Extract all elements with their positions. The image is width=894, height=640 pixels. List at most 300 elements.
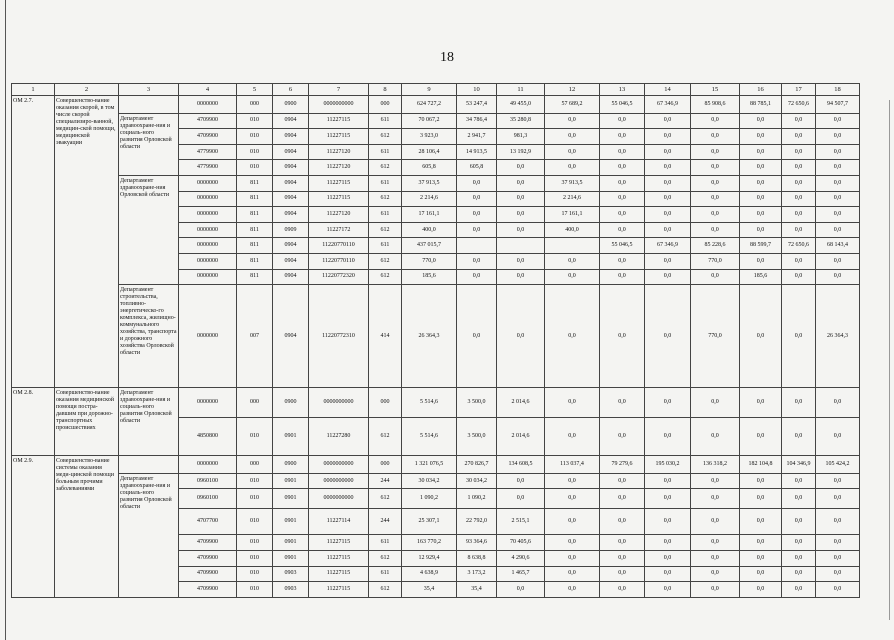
value-cell: 0,0 <box>600 473 645 489</box>
value-cell: 010 <box>237 113 273 129</box>
value-cell: 0,0 <box>645 566 691 582</box>
executor-name: Департамент здравоохране-ния Орловской области <box>119 175 179 284</box>
value-cell: 0,0 <box>600 418 645 456</box>
value-cell: 2 214,6 <box>402 191 457 207</box>
value-cell: 11227115 <box>309 566 369 582</box>
measure-code: ОМ 2.8. <box>12 388 55 456</box>
value-cell: 68 143,4 <box>816 238 860 254</box>
value-cell: 11227115 <box>309 550 369 566</box>
value-cell: 0,0 <box>691 550 740 566</box>
value-cell: 11220770110 <box>309 238 369 254</box>
value-cell: 0901 <box>273 418 309 456</box>
value-cell: 0,0 <box>497 160 545 176</box>
value-cell: 3 923,0 <box>402 129 457 145</box>
value-cell: 0,0 <box>600 388 645 418</box>
value-cell: 0,0 <box>497 489 545 509</box>
table-row <box>12 388 860 418</box>
value-cell: 105 424,2 <box>816 456 860 474</box>
value-cell: 79 279,6 <box>600 456 645 474</box>
value-cell: 0,0 <box>740 535 782 551</box>
value-cell: 0,0 <box>782 222 816 238</box>
column-number: 11 <box>497 84 545 96</box>
value-cell: 0904 <box>273 191 309 207</box>
value-cell: 010 <box>237 509 273 535</box>
value-cell: 30 034,2 <box>402 473 457 489</box>
value-cell: 0,0 <box>816 253 860 269</box>
value-cell: 770,0 <box>402 253 457 269</box>
column-number: 7 <box>309 84 369 96</box>
value-cell: 0,0 <box>645 285 691 388</box>
value-cell: 0,0 <box>782 388 816 418</box>
value-cell: 26 364,3 <box>816 285 860 388</box>
value-cell: 0,0 <box>740 473 782 489</box>
page-number: 18 <box>440 50 454 65</box>
value-cell: 4709900 <box>179 129 237 145</box>
value-cell: 0,0 <box>782 269 816 285</box>
value-cell: 0,0 <box>600 222 645 238</box>
value-cell: 0,0 <box>600 550 645 566</box>
value-cell: 0,0 <box>782 175 816 191</box>
value-cell: 0,0 <box>740 582 782 598</box>
value-cell: 0,0 <box>782 473 816 489</box>
value-cell: 0,0 <box>782 418 816 456</box>
value-cell: 612 <box>369 418 402 456</box>
measure-code: ОМ 2.7. <box>12 96 55 388</box>
value-cell: 0,0 <box>691 144 740 160</box>
value-cell: 612 <box>369 222 402 238</box>
value-cell: 0,0 <box>600 191 645 207</box>
value-cell: 0,0 <box>740 509 782 535</box>
value-cell: 2 941,7 <box>457 129 497 145</box>
value-cell: 0,0 <box>545 129 600 145</box>
value-cell: 17 161,1 <box>402 207 457 223</box>
value-cell: 1 090,2 <box>457 489 497 509</box>
value-cell: 0,0 <box>816 418 860 456</box>
column-number: 3 <box>119 84 179 96</box>
value-cell: 0,0 <box>816 175 860 191</box>
value-cell: 1 321 076,5 <box>402 456 457 474</box>
value-cell: 88 785,1 <box>740 96 782 114</box>
value-cell: 0,0 <box>816 222 860 238</box>
binding-margin-line <box>5 0 6 640</box>
value-cell: 104 346,9 <box>782 456 816 474</box>
value-cell: 0901 <box>273 509 309 535</box>
value-cell: 0000000000 <box>309 388 369 418</box>
value-cell: 11227115 <box>309 535 369 551</box>
value-cell: 0,0 <box>497 207 545 223</box>
value-cell: 0,0 <box>816 113 860 129</box>
value-cell: 611 <box>369 175 402 191</box>
value-cell: 185,6 <box>740 269 782 285</box>
value-cell: 0,0 <box>545 473 600 489</box>
value-cell <box>497 238 545 254</box>
value-cell: 0904 <box>273 253 309 269</box>
value-cell: 94 507,7 <box>816 96 860 114</box>
value-cell: 0960100 <box>179 489 237 509</box>
value-cell: 2 014,6 <box>497 388 545 418</box>
value-cell: 88 599,7 <box>740 238 782 254</box>
value-cell: 17 161,1 <box>545 207 600 223</box>
value-cell: 185,6 <box>402 269 457 285</box>
value-cell: 134 608,5 <box>497 456 545 474</box>
value-cell: 4709900 <box>179 566 237 582</box>
value-cell: 1 465,7 <box>497 566 545 582</box>
value-cell: 4 290,6 <box>497 550 545 566</box>
column-number: 4 <box>179 84 237 96</box>
value-cell: 182 104,8 <box>740 456 782 474</box>
value-cell: 0,0 <box>816 582 860 598</box>
value-cell: 0900 <box>273 388 309 418</box>
value-cell: 0,0 <box>782 207 816 223</box>
value-cell: 0,0 <box>600 582 645 598</box>
column-number: 13 <box>600 84 645 96</box>
value-cell: 0,0 <box>600 207 645 223</box>
value-cell: 0901 <box>273 550 309 566</box>
value-cell: 0,0 <box>816 191 860 207</box>
value-cell: 67 346,9 <box>645 238 691 254</box>
column-number: 6 <box>273 84 309 96</box>
value-cell: 0,0 <box>740 388 782 418</box>
value-cell: 4779900 <box>179 144 237 160</box>
value-cell: 4850800 <box>179 418 237 456</box>
value-cell: 53 247,4 <box>457 96 497 114</box>
value-cell: 0,0 <box>457 222 497 238</box>
value-cell: 34 786,4 <box>457 113 497 129</box>
column-number: 8 <box>369 84 402 96</box>
value-cell: 0,0 <box>645 253 691 269</box>
value-cell: 0,0 <box>782 144 816 160</box>
column-number: 5 <box>237 84 273 96</box>
value-cell: 0000000 <box>179 222 237 238</box>
value-cell: 0000000 <box>179 269 237 285</box>
value-cell: 35,4 <box>402 582 457 598</box>
header-row <box>12 84 860 96</box>
value-cell: 0,0 <box>740 129 782 145</box>
value-cell: 2 515,1 <box>497 509 545 535</box>
value-cell: 0,0 <box>691 535 740 551</box>
value-cell: 22 792,0 <box>457 509 497 535</box>
value-cell: 0,0 <box>457 269 497 285</box>
value-cell: 0,0 <box>497 582 545 598</box>
value-cell: 72 650,6 <box>782 238 816 254</box>
value-cell: 0,0 <box>816 550 860 566</box>
value-cell: 11227172 <box>309 222 369 238</box>
value-cell: 000 <box>237 96 273 114</box>
value-cell: 0,0 <box>782 285 816 388</box>
value-cell: 0,0 <box>545 566 600 582</box>
value-cell: 0,0 <box>816 509 860 535</box>
value-cell: 811 <box>237 207 273 223</box>
value-cell: 010 <box>237 566 273 582</box>
column-number: 16 <box>740 84 782 96</box>
value-cell: 3 500,0 <box>457 388 497 418</box>
value-cell: 010 <box>237 144 273 160</box>
value-cell: 270 826,7 <box>457 456 497 474</box>
value-cell: 0,0 <box>545 582 600 598</box>
value-cell: 981,3 <box>497 129 545 145</box>
value-cell: 010 <box>237 535 273 551</box>
value-cell: 0,0 <box>782 535 816 551</box>
value-cell: 611 <box>369 113 402 129</box>
value-cell: 0,0 <box>497 253 545 269</box>
measure-name: Совершенство-вание оказания медицинской помощи постра-давшим при дорожно-транспортных происшествиях <box>55 388 119 456</box>
value-cell: 0,0 <box>816 566 860 582</box>
value-cell: 0900 <box>273 96 309 114</box>
value-cell: 811 <box>237 253 273 269</box>
value-cell: 0,0 <box>740 191 782 207</box>
value-cell: 0,0 <box>691 509 740 535</box>
value-cell: 0,0 <box>691 222 740 238</box>
value-cell: 0,0 <box>600 160 645 176</box>
value-cell: 0,0 <box>545 253 600 269</box>
column-number: 1 <box>12 84 55 96</box>
value-cell: 25 307,1 <box>402 509 457 535</box>
value-cell: 4709900 <box>179 582 237 598</box>
value-cell: 0,0 <box>545 160 600 176</box>
value-cell: 0,0 <box>816 388 860 418</box>
value-cell: 0904 <box>273 285 309 388</box>
value-cell: 0,0 <box>691 191 740 207</box>
column-number: 17 <box>782 84 816 96</box>
value-cell: 0,0 <box>600 269 645 285</box>
value-cell: 0,0 <box>816 535 860 551</box>
value-cell: 0901 <box>273 489 309 509</box>
value-cell: 0000000 <box>179 191 237 207</box>
value-cell: 0,0 <box>782 550 816 566</box>
value-cell: 0000000 <box>179 238 237 254</box>
value-cell: 0,0 <box>740 113 782 129</box>
value-cell: 5 514,6 <box>402 388 457 418</box>
value-cell: 0,0 <box>782 253 816 269</box>
value-cell: 3 500,0 <box>457 418 497 456</box>
value-cell: 0,0 <box>600 129 645 145</box>
value-cell: 70 405,6 <box>497 535 545 551</box>
value-cell: 0000000 <box>179 388 237 418</box>
column-number: 18 <box>816 84 860 96</box>
value-cell: 70 067,2 <box>402 113 457 129</box>
value-cell: 010 <box>237 129 273 145</box>
value-cell <box>545 238 600 254</box>
executor-name: Департамент здравоохране-ния и социаль-ного развития Орловской области <box>119 473 179 597</box>
value-cell: 35,4 <box>457 582 497 598</box>
value-cell: 11227115 <box>309 113 369 129</box>
budget-table <box>11 83 860 598</box>
table-row <box>12 456 860 474</box>
value-cell: 612 <box>369 160 402 176</box>
value-cell: 605,8 <box>457 160 497 176</box>
value-cell: 0,0 <box>457 191 497 207</box>
value-cell: 49 455,0 <box>497 96 545 114</box>
value-cell: 0,0 <box>457 285 497 388</box>
value-cell: 400,0 <box>545 222 600 238</box>
value-cell: 4709900 <box>179 113 237 129</box>
value-cell: 0000000000 <box>309 473 369 489</box>
executor-name: Департамент строительства, топливно-энергетическо-го комплекса, жилищно-коммунального хозяйства, транспорта и дорожного хозяйства Орловской области <box>119 285 179 388</box>
value-cell: 57 689,2 <box>545 96 600 114</box>
column-number: 15 <box>691 84 740 96</box>
value-cell: 0,0 <box>645 582 691 598</box>
value-cell: 11227120 <box>309 207 369 223</box>
value-cell: 612 <box>369 582 402 598</box>
value-cell: 605,8 <box>402 160 457 176</box>
value-cell: 0,0 <box>645 144 691 160</box>
value-cell: 612 <box>369 269 402 285</box>
value-cell: 0,0 <box>740 175 782 191</box>
value-cell: 55 046,5 <box>600 96 645 114</box>
value-cell: 811 <box>237 175 273 191</box>
value-cell: 0000000 <box>179 456 237 474</box>
value-cell: 5 514,6 <box>402 418 457 456</box>
value-cell: 11227115 <box>309 175 369 191</box>
value-cell: 0,0 <box>545 285 600 388</box>
value-cell: 0,0 <box>816 269 860 285</box>
value-cell: 2 014,6 <box>497 418 545 456</box>
value-cell: 85 908,6 <box>691 96 740 114</box>
value-cell: 13 192,9 <box>497 144 545 160</box>
value-cell: 67 346,9 <box>645 96 691 114</box>
value-cell: 0,0 <box>600 535 645 551</box>
value-cell: 55 046,5 <box>600 238 645 254</box>
value-cell: 0,0 <box>782 489 816 509</box>
value-cell: 612 <box>369 129 402 145</box>
value-cell: 0000000 <box>179 175 237 191</box>
value-cell: 0,0 <box>691 207 740 223</box>
value-cell: 0,0 <box>691 129 740 145</box>
value-cell: 612 <box>369 550 402 566</box>
value-cell: 0,0 <box>600 509 645 535</box>
value-cell: 0000000 <box>179 207 237 223</box>
value-cell: 0,0 <box>782 191 816 207</box>
value-cell: 244 <box>369 509 402 535</box>
value-cell: 11227120 <box>309 160 369 176</box>
value-cell: 0,0 <box>645 160 691 176</box>
value-cell: 0904 <box>273 129 309 145</box>
executor-cell <box>119 456 179 474</box>
value-cell: 0,0 <box>497 285 545 388</box>
value-cell: 0,0 <box>545 489 600 509</box>
column-number: 2 <box>55 84 119 96</box>
value-cell: 437 015,7 <box>402 238 457 254</box>
value-cell: 72 650,6 <box>782 96 816 114</box>
value-cell: 010 <box>237 489 273 509</box>
value-cell: 0,0 <box>691 418 740 456</box>
value-cell <box>457 238 497 254</box>
value-cell: 0,0 <box>645 388 691 418</box>
value-cell: 010 <box>237 160 273 176</box>
value-cell: 30 034,2 <box>457 473 497 489</box>
value-cell: 0,0 <box>545 388 600 418</box>
value-cell: 811 <box>237 238 273 254</box>
value-cell: 0,0 <box>497 175 545 191</box>
value-cell: 0903 <box>273 566 309 582</box>
value-cell: 0,0 <box>816 129 860 145</box>
value-cell: 0901 <box>273 535 309 551</box>
value-cell: 0,0 <box>645 207 691 223</box>
value-cell: 611 <box>369 566 402 582</box>
value-cell: 000 <box>237 388 273 418</box>
value-cell: 010 <box>237 473 273 489</box>
value-cell: 611 <box>369 144 402 160</box>
value-cell: 0,0 <box>740 207 782 223</box>
value-cell: 0,0 <box>645 222 691 238</box>
value-cell: 0,0 <box>740 160 782 176</box>
value-cell: 136 318,2 <box>691 456 740 474</box>
value-cell: 0,0 <box>497 222 545 238</box>
value-cell: 93 364,6 <box>457 535 497 551</box>
value-cell: 0900 <box>273 456 309 474</box>
value-cell: 11220772320 <box>309 269 369 285</box>
value-cell: 611 <box>369 238 402 254</box>
value-cell: 0,0 <box>545 144 600 160</box>
column-number: 12 <box>545 84 600 96</box>
value-cell: 8 638,8 <box>457 550 497 566</box>
table-row <box>12 473 860 489</box>
value-cell: 0,0 <box>645 473 691 489</box>
value-cell: 0,0 <box>816 160 860 176</box>
value-cell: 612 <box>369 489 402 509</box>
value-cell: 35 280,8 <box>497 113 545 129</box>
value-cell: 0,0 <box>600 144 645 160</box>
value-cell: 4779900 <box>179 160 237 176</box>
table-row <box>12 113 860 129</box>
value-cell: 244 <box>369 473 402 489</box>
value-cell: 0,0 <box>691 269 740 285</box>
measure-code: ОМ 2.9. <box>12 456 55 598</box>
value-cell: 2 214,6 <box>545 191 600 207</box>
value-cell: 0,0 <box>545 535 600 551</box>
table-row <box>12 96 860 114</box>
value-cell: 0,0 <box>645 269 691 285</box>
measure-name: Совершенство-вание оказания скорой, в том числе скорой специализиро-ванной, медицин-ской помощи, медицинской эвакуации <box>55 96 119 388</box>
value-cell: 113 037,4 <box>545 456 600 474</box>
value-cell: 0904 <box>273 160 309 176</box>
value-cell: 0,0 <box>691 113 740 129</box>
value-cell: 0,0 <box>645 191 691 207</box>
value-cell: 007 <box>237 285 273 388</box>
value-cell: 28 106,4 <box>402 144 457 160</box>
value-cell: 000 <box>369 96 402 114</box>
value-cell: 195 030,2 <box>645 456 691 474</box>
value-cell: 0,0 <box>816 207 860 223</box>
table-row <box>12 285 860 388</box>
value-cell: 0,0 <box>645 550 691 566</box>
value-cell: 1 090,2 <box>402 489 457 509</box>
value-cell: 0000000000 <box>309 489 369 509</box>
value-cell: 4709900 <box>179 535 237 551</box>
value-cell: 3 173,2 <box>457 566 497 582</box>
value-cell: 37 913,5 <box>402 175 457 191</box>
value-cell: 811 <box>237 269 273 285</box>
value-cell: 4707700 <box>179 509 237 535</box>
value-cell: 0,0 <box>740 144 782 160</box>
value-cell: 12 929,4 <box>402 550 457 566</box>
value-cell: 010 <box>237 582 273 598</box>
value-cell: 4 638,9 <box>402 566 457 582</box>
value-cell: 0960100 <box>179 473 237 489</box>
value-cell: 0904 <box>273 144 309 160</box>
value-cell: 163 770,2 <box>402 535 457 551</box>
value-cell: 0,0 <box>497 473 545 489</box>
value-cell: 400,0 <box>402 222 457 238</box>
value-cell: 11227120 <box>309 144 369 160</box>
value-cell: 0,0 <box>691 582 740 598</box>
right-edge-line <box>889 100 890 620</box>
value-cell: 612 <box>369 253 402 269</box>
value-cell: 0,0 <box>545 418 600 456</box>
value-cell: 0,0 <box>600 175 645 191</box>
value-cell: 811 <box>237 191 273 207</box>
value-cell: 0,0 <box>600 113 645 129</box>
